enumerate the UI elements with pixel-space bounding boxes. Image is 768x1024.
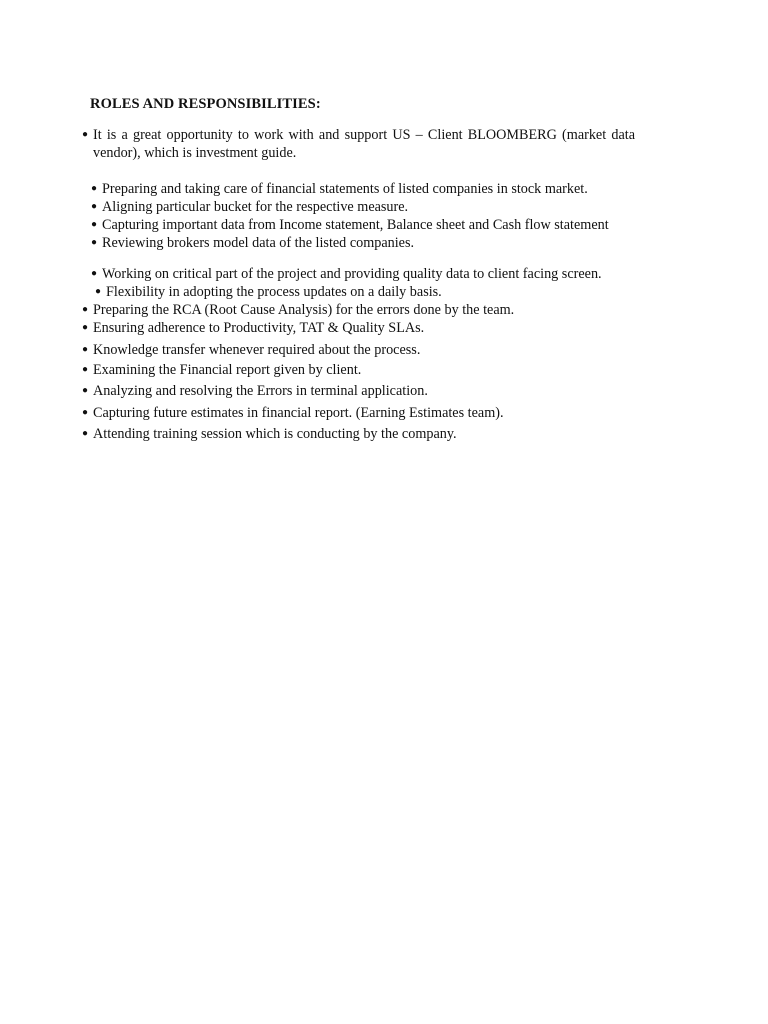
bullet-icon: ● (82, 364, 89, 375)
list-item (82, 126, 635, 162)
bullet-icon: ● (91, 219, 98, 230)
bullet-icon: ● (82, 344, 89, 355)
list-item-text: Reviewing brokers model data of the listed companies. (102, 235, 415, 251)
list-item (91, 265, 602, 283)
bullet-icon: ● (91, 237, 98, 248)
list-item-text: Knowledge transfer whenever required about the process. (93, 342, 421, 358)
list-item-text: Preparing the RCA (Root Cause Analysis) for the errors done by the team. (93, 302, 515, 318)
list-item (82, 361, 361, 379)
bullet-icon: ● (82, 322, 89, 333)
list-item (82, 404, 504, 422)
list-item-text: Preparing and taking care of financial statements of listed companies in stock market. (102, 181, 588, 197)
list-item-text: Examining the Financial report given by client. (93, 362, 362, 378)
section-heading: ROLES AND RESPONSIBILITIES: (90, 96, 321, 112)
list-item-text: Working on critical part of the project and providing quality data to client facing screen. (102, 266, 602, 282)
bullet-icon: ● (91, 183, 98, 194)
bullet-icon: ● (91, 201, 98, 212)
list-item-text: Ensuring adherence to Productivity, TAT & Quality SLAs. (93, 320, 425, 336)
list-item (82, 425, 457, 443)
list-item-text: It is a great opportunity to work with and support US – Client BLOOMBERG (market data vendor), which is investment guide. (93, 127, 635, 161)
list-item (82, 341, 420, 359)
bullet-icon: ● (95, 286, 102, 297)
list-item (82, 319, 424, 337)
list-item (82, 301, 514, 319)
list-item-text: Capturing future estimates in financial report. (Earning Estimates team). (93, 405, 504, 421)
bullet-icon: ● (82, 428, 89, 439)
bullet-icon: ● (91, 268, 98, 279)
list-item (91, 234, 414, 252)
bullet-icon: ● (82, 129, 89, 140)
bullet-icon: ● (82, 304, 89, 315)
bullet-icon: ● (82, 407, 89, 418)
list-item (82, 382, 428, 400)
list-item (95, 283, 442, 301)
list-item-text: Analyzing and resolving the Errors in terminal application. (93, 383, 428, 399)
list-item-text: Flexibility in adopting the process updates on a daily basis. (106, 284, 442, 300)
list-item-text: Attending training session which is conducting by the company. (93, 426, 457, 442)
list-item-text: Capturing important data from Income statement, Balance sheet and Cash flow statement (102, 217, 609, 233)
list-item (91, 216, 609, 234)
list-item-text: Aligning particular bucket for the respective measure. (102, 199, 409, 215)
bullet-icon: ● (82, 385, 89, 396)
list-item (91, 198, 408, 216)
list-item (91, 180, 588, 198)
